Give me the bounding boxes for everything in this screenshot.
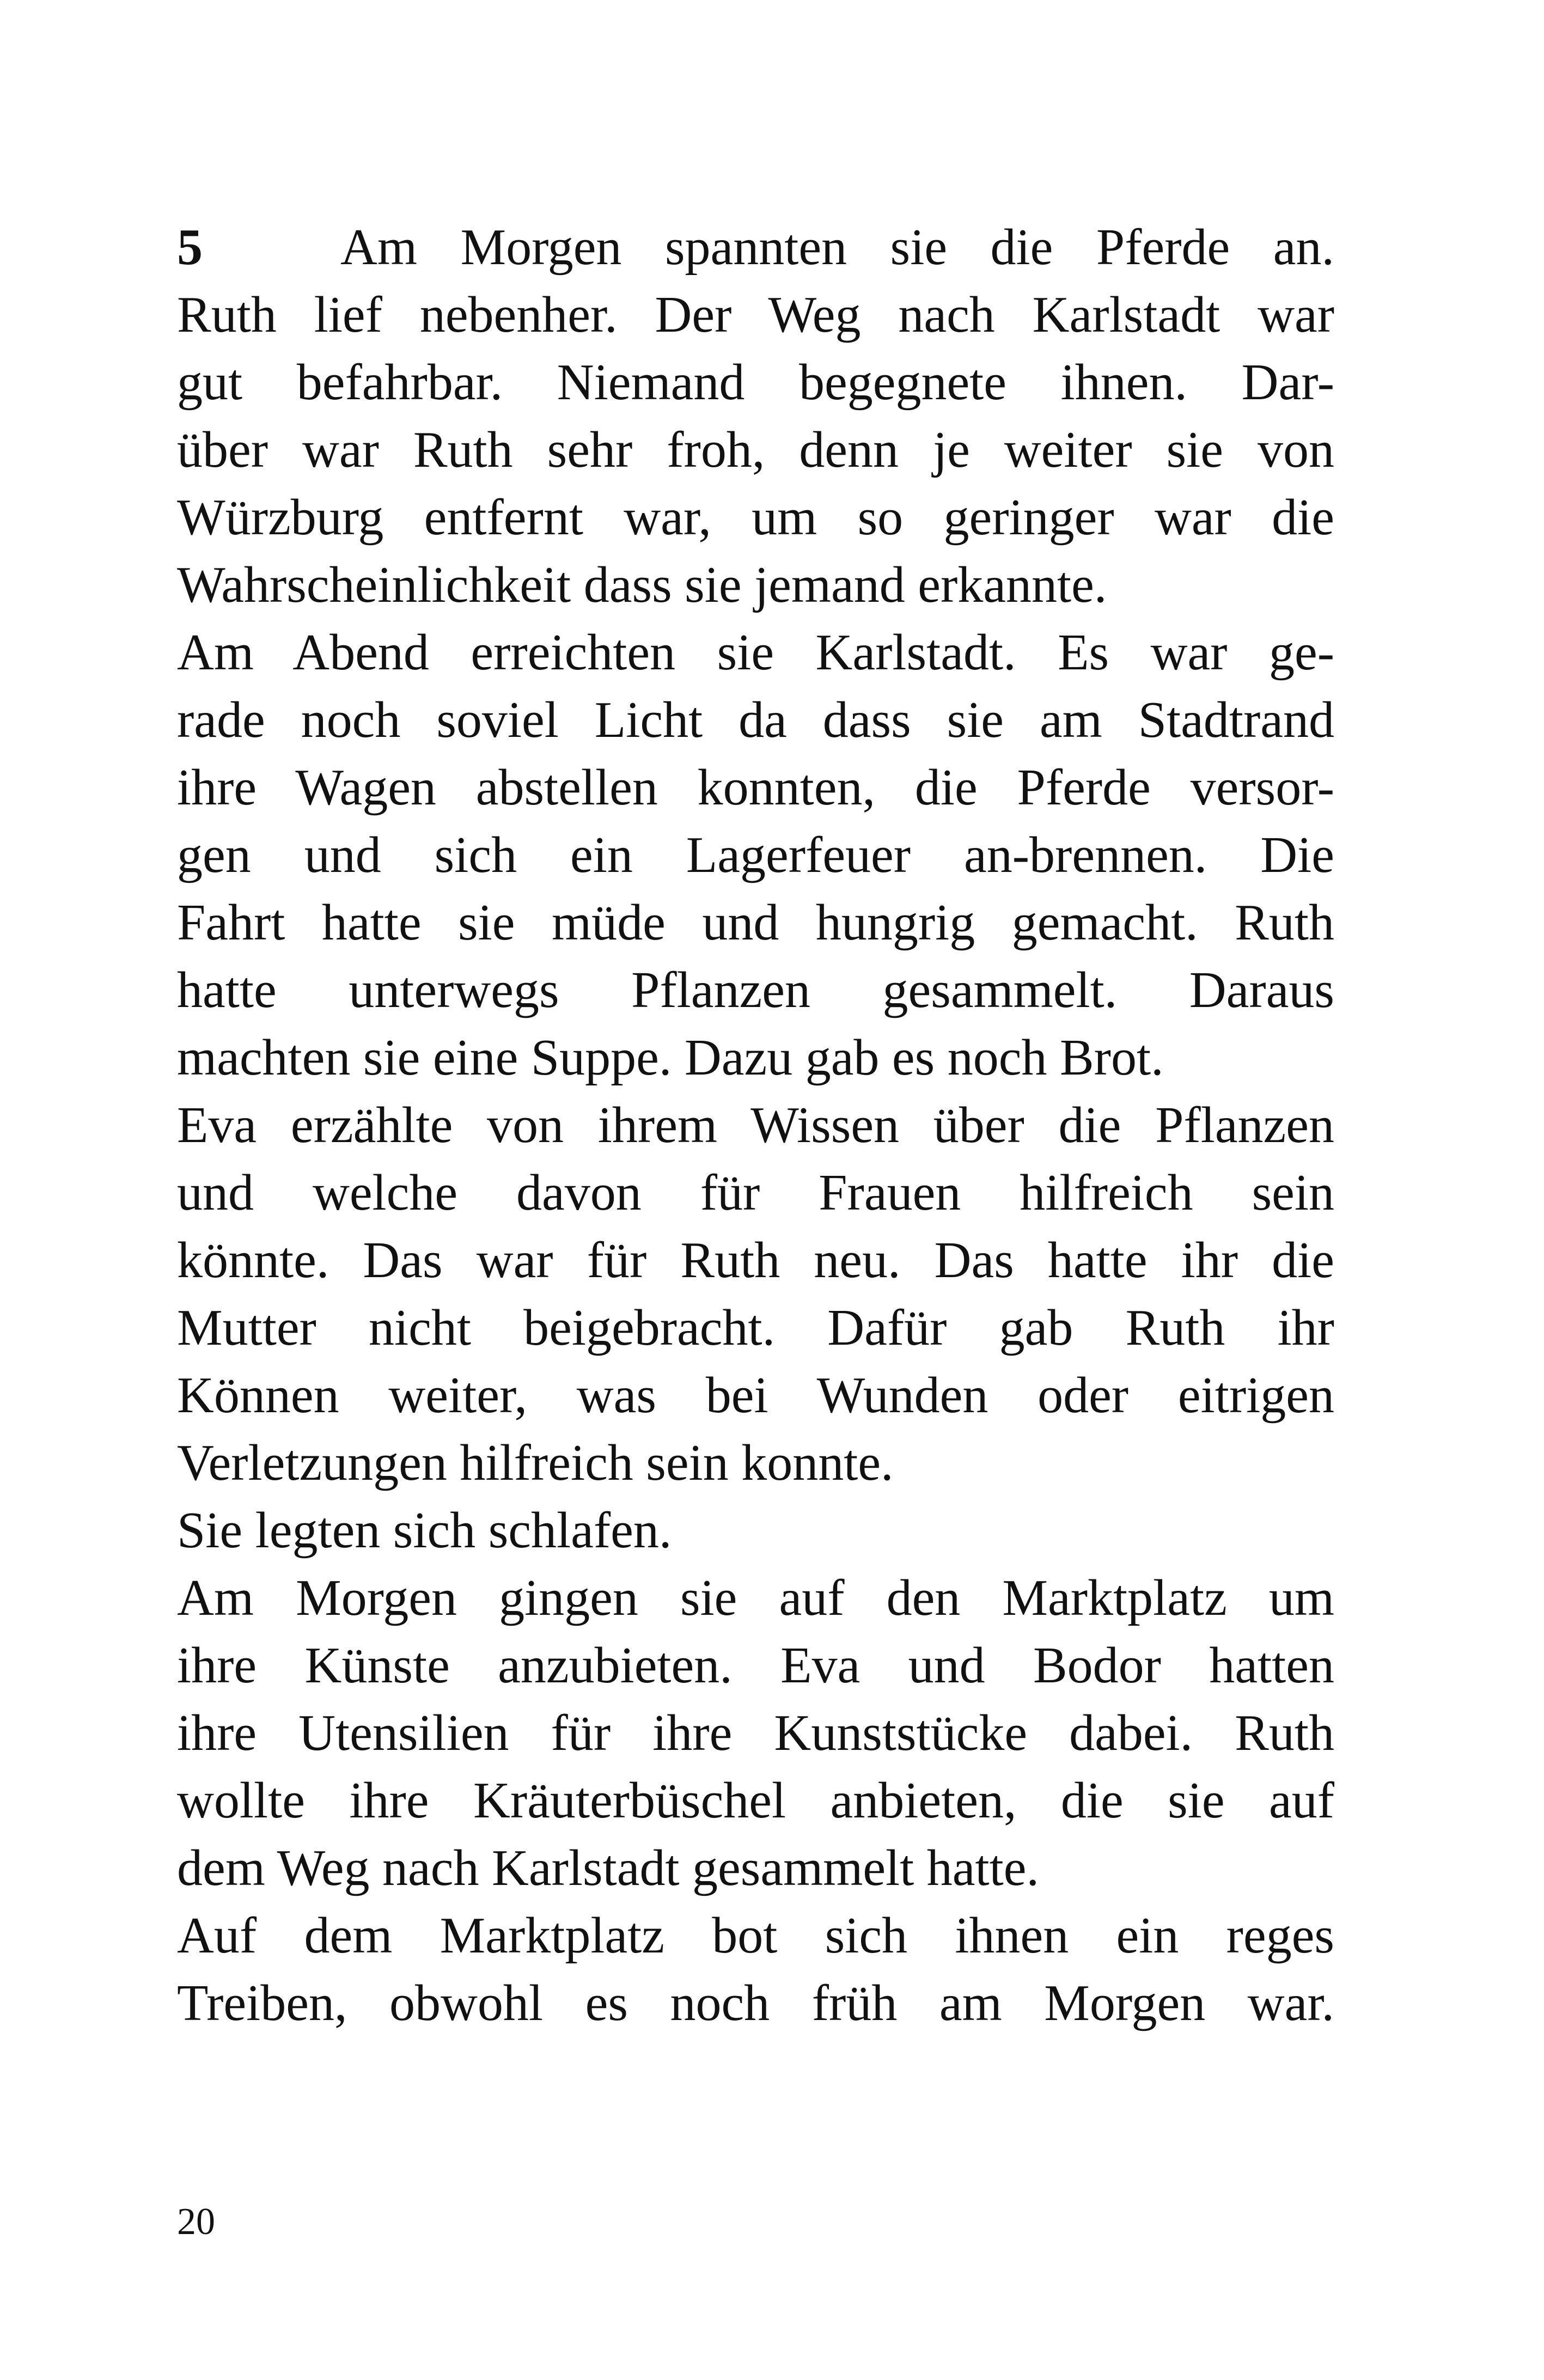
text-line: Verletzungen hilfreich sein konnte. [177, 1435, 894, 1491]
text-line: machten sie eine Suppe. Dazu gab es noch Brot. [177, 1029, 1164, 1086]
text-line: gut befahrbar. Niemand begegnete ihnen. Dar- [177, 354, 1334, 411]
text-line: wollte ihre Kräuterbüschel anbieten, die sie auf [177, 1772, 1334, 1829]
text-line: Am Morgen spannten sie die Pferde an. [340, 219, 1334, 276]
text-line: Sie legten sich schlafen. [177, 1502, 672, 1559]
text-line: hatte unterwegs Pflanzen gesammelt. Daraus [177, 962, 1334, 1018]
text-line: rade noch soviel Licht da dass sie am Stadtrand [177, 692, 1334, 748]
body-text [177, 213, 1334, 2037]
text-line: Wahrscheinlichkeit dass sie jemand erkannte. [177, 557, 1107, 613]
text-line: über war Ruth sehr froh, denn je weiter sie von [177, 422, 1334, 478]
text-line: und welche davon für Frauen hilfreich sein [177, 1164, 1334, 1221]
chapter-number: 5 [177, 219, 203, 276]
text-line: dem Weg nach Karlstadt gesammelt hatte. [177, 1840, 1039, 1896]
page-number: 20 [177, 2201, 215, 2243]
text-line: Treiben, obwohl es noch früh am Morgen war. [177, 1975, 1334, 2031]
text-line: Auf dem Marktplatz bot sich ihnen ein reges [177, 1907, 1334, 1964]
text-line: Würzburg entfernt war, um so geringer war die [177, 489, 1334, 546]
text-line: Mutter nicht beigebracht. Dafür gab Ruth ihr [177, 1299, 1334, 1356]
text-line-first [177, 213, 1334, 281]
text-line: ihre Künste anzubieten. Eva und Bodor hatten [177, 1637, 1334, 1694]
text-line: gen und sich ein Lagerfeuer an-brennen. Die [177, 827, 1334, 883]
text-line: Am Morgen gingen sie auf den Marktplatz um [177, 1570, 1334, 1626]
text-line: könnte. Das war für Ruth neu. Das hatte ihr die [177, 1232, 1334, 1289]
text-line: ihre Utensilien für ihre Kunststücke dabei. Ruth [177, 1705, 1334, 1761]
text-line: Können weiter, was bei Wunden oder eitrigen [177, 1367, 1334, 1424]
text-line: Am Abend erreichten sie Karlstadt. Es war ge- [177, 624, 1334, 681]
text-line: Eva erzählte von ihrem Wissen über die Pflanzen [177, 1097, 1334, 1154]
text-line: Fahrt hatte sie müde und hungrig gemacht. Ruth [177, 894, 1334, 951]
text-line: Ruth lief nebenher. Der Weg nach Karlstadt war [177, 286, 1334, 343]
text-line: ihre Wagen abstellen konnten, die Pferde versor- [177, 759, 1334, 816]
